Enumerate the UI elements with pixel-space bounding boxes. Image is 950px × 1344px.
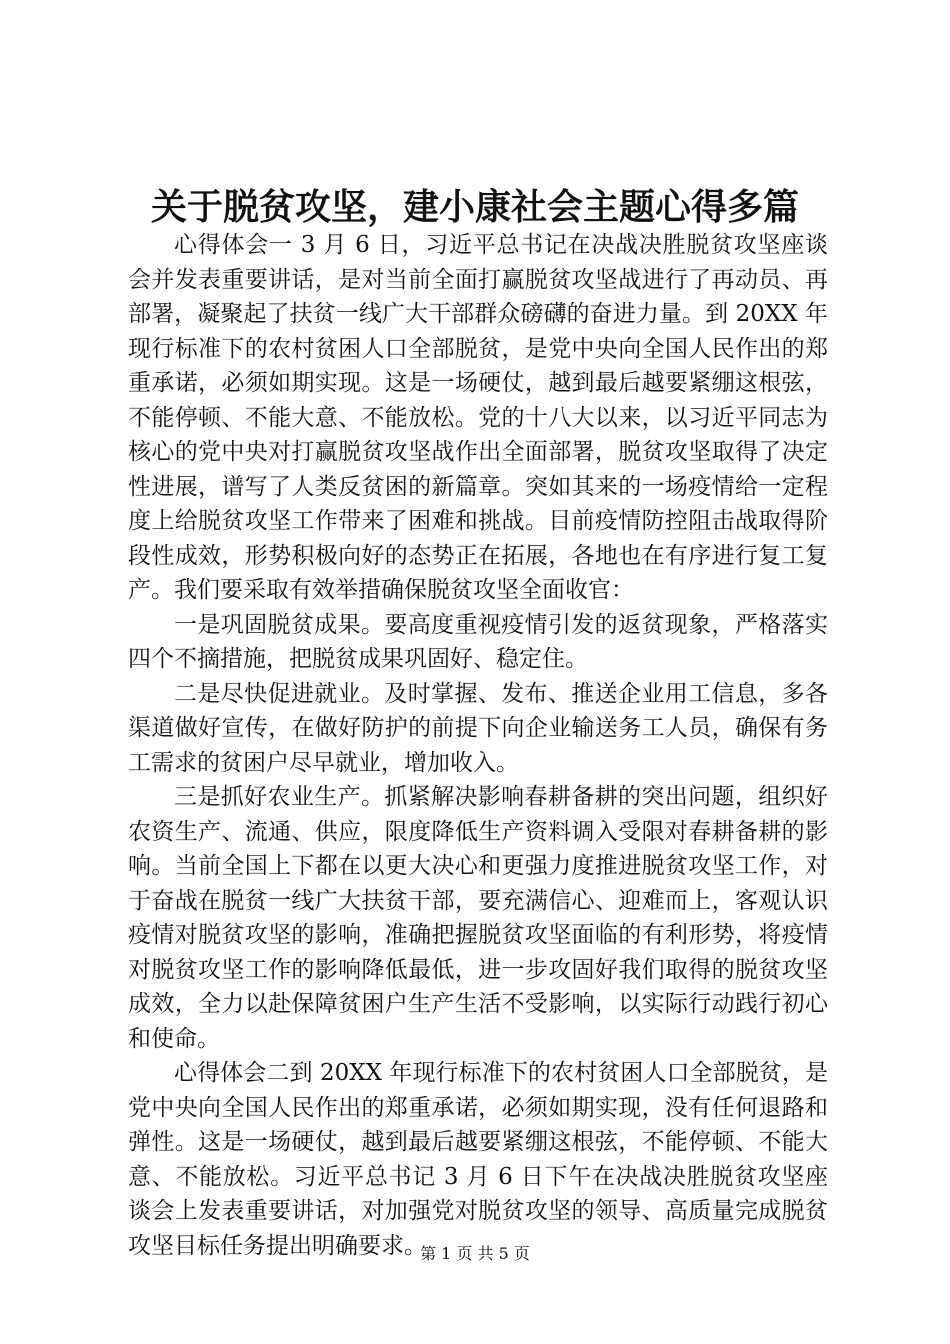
page-number-footer: 第 1 页 共 5 页 bbox=[420, 1244, 530, 1263]
paragraph-5: 心得体会二到 20XX 年现行标准下的农村贫困人口全部脱贫，是党中央向全国人民作出的郑重承诺，必须如期实现，没有任何退路和弹性。这是一场硬仗，越到最后越要紧绷这根弦，不能停顿、不能大意、不能放松。习近平总书记 3 月 6 日下午在决战决胜脱贫攻坚座谈会上发表重要讲话，对加强党对脱贫攻坚的领导、高质量完成脱贫攻坚目标任务提出明确要求。 bbox=[128, 1060, 828, 1259]
paragraph-2: 一是巩固脱贫成果。要高度重视疫情引发的返贫现象，严格落实四个不摘措施，把脱贫成果巩固好、稳定住。 bbox=[128, 611, 828, 672]
document-title: 关于脱贫攻坚，建小康社会主题心得多篇 bbox=[150, 186, 799, 228]
paragraph-4: 三是抓好农业生产。抓紧解决影响春耕备耕的突出问题，组织好农资生产、流通、供应，限度降低生产资料调入受限对春耕备耕的影响。当前全国上下都在以更大决心和更强力度推进脱贫攻坚工作，对于奋战在脱贫一线广大扶贫干部，要充满信心、迎难而上，客观认识疫情对脱贫攻坚的影响，准确把握脱贫攻坚面临的有利形势，将疫情对脱贫攻坚工作的影响降低最低，进一步攻固好我们取得的脱贫攻坚成效，全力以赴保障贫困户生产生活不受影响，以实际行动践行初心和使命。 bbox=[128, 784, 828, 1052]
paragraph-3: 二是尽快促进就业。及时掌握、发布、推送企业用工信息，多各渠道做好宣传，在做好防护的前提下向企业输送务工人员，确保有务工需求的贫困户尽早就业，增加收入。 bbox=[128, 680, 828, 776]
paragraph-1: 心得体会一 3 月 6 日，习近平总书记在决战决胜脱贫攻坚座谈会并发表重要讲话，是对当前全面打赢脱贫攻坚战进行了再动员、再部署，凝聚起了扶贫一线广大干部群众磅礴的奋进力量。到 20XX 年现行标准下的农村贫困人口全部脱贫，是党中央向全国人民作出的郑重承诺，必须如期实现。这是一场硬仗，越到最后越要紧绷这根弦，不能停顿、不能大意、不能放松。党的十八大以来，以习近平同志为核心的党中央对打赢脱贫攻坚战作出全面部署，脱贫攻坚取得了决定性进展，谱写了人类反贫困的新篇章。突如其来的一场疫情给一定程度上给脱贫攻坚工作带来了困难和挑战。目前疫情防控阻击战取得阶段性成效，形势积极向好的态势正在拓展，各地也在有序进行复工复产。我们要采取有效举措确保脱贫攻坚全面收官： bbox=[128, 232, 828, 603]
document-body bbox=[128, 228, 828, 1263]
